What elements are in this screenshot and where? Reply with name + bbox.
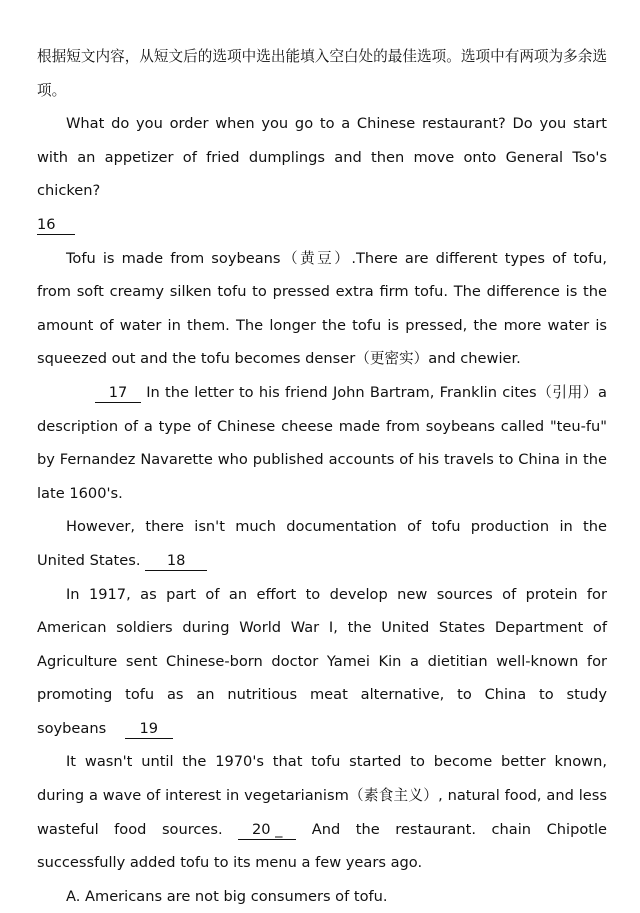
blank-20: 20 _ [238,821,296,840]
blank-16: 16 [37,216,75,235]
paragraph-6-text-a: It wasn't until the 1970's that tofu started to become better known, during a wave of interest in vegetarianism（素食主义）, natural food, and less wasteful food sources. [37,753,607,838]
paragraph-3-text: In the letter to his friend John Bartram, Franklin cites（引用）a description of a type of Chinese cheese made from soybeans called "teu-fu" by Fernandez Navarette who published accounts of his travels to China in the late 1600's. [37,383,607,502]
paragraph-5-text: In 1917, as part of an effort to develop new sources of protein for American soldiers during World War I, the United States Department of Agriculture sent Chinese-born doctor Yamei Kin a dietitian well-known for promoting tofu as an nutritious meat alternative, to China to study soybeans [37,585,607,737]
paragraph-1-text: What do you order when you go to a Chinese restaurant? Do you start with an appetizer of fried dumplings and then move onto General Tso's chicken? [37,115,607,200]
paragraph-4-text: However, there isn't much documentation of tofu production in the United States. [37,518,607,569]
paragraph-3 [37,376,607,510]
paragraph-6-text-b: And the restaurant. chain Chipotle successfully added tofu to its menu a few years ago. [37,820,608,872]
blank-19: 19 [125,720,173,739]
paragraph-6 [37,745,607,879]
blank-18: 18 [145,552,207,571]
paragraph-4 [37,510,607,577]
paragraph-1 [37,107,607,241]
option-a: A. Americans are not big consumers of tofu. [66,887,388,905]
blank-17: 17 [95,384,141,403]
paragraph-2: Tofu is made from soybeans（黄豆）.There are different types of tofu, from soft creamy silken tofu to pressed extra firm tofu. The difference is the amount of water in them. The longer the tofu is pressed, the more water is squeezed out and the tofu becomes denser（更密实）and chewier. [37,249,607,368]
instruction-text: 根据短文内容，从短文后的选项中选出能填入空白处的最佳选项。选项中有两项为多余选项。 [37,48,607,99]
paragraph-5 [37,578,607,746]
document-page [37,40,607,913]
